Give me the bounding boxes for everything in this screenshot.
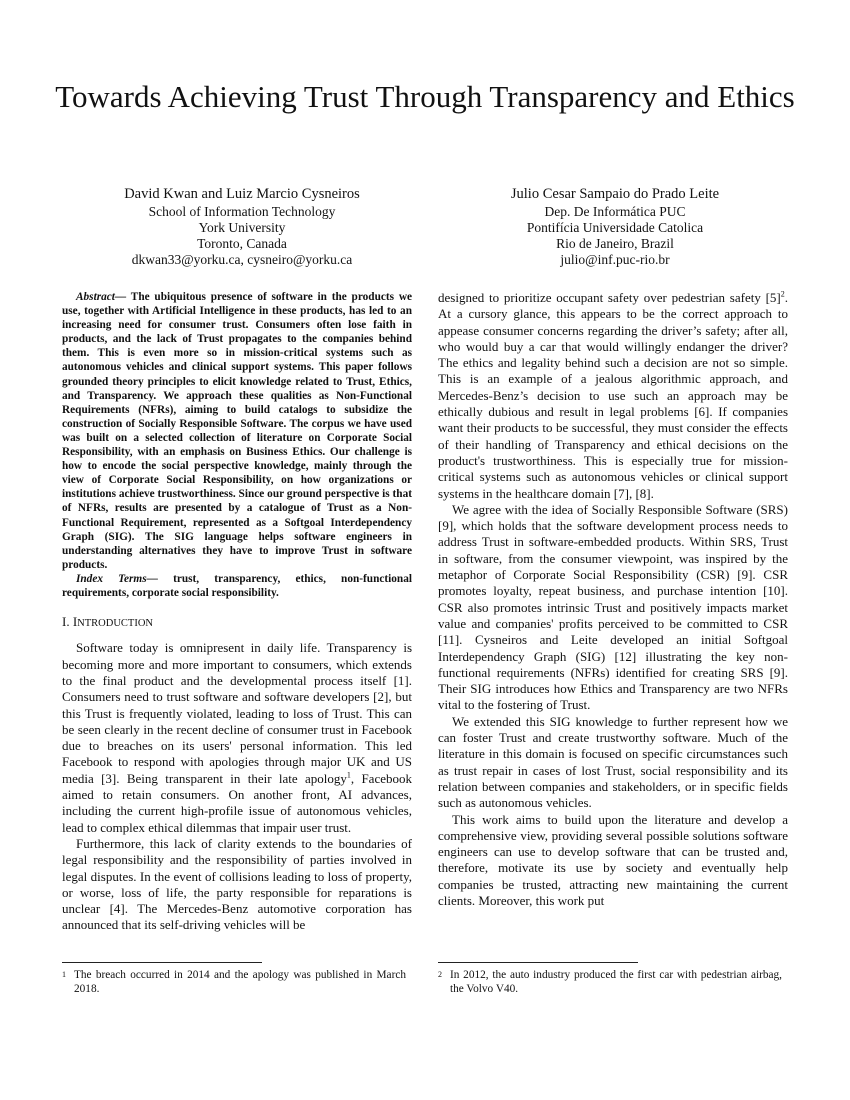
index-terms-label: Index Terms—	[76, 572, 158, 585]
author-block-right	[430, 186, 800, 268]
left-column	[62, 290, 412, 934]
section-heading-introduction	[62, 614, 412, 632]
abstract-label: Abstract—	[76, 291, 127, 303]
footnote-marker: 2	[780, 289, 785, 299]
section-numeral: I. I	[62, 614, 78, 630]
paragraph-text: Software today is omnipresent in daily life. Transparency is becoming more and more important to consumers, which extends to the final product and the developmental process itself [1]. Consumers need to trust software and software developers [2], but this Trust is frequently violated, leading to loss of Trust. This can be seen clearly in the recent decline of consumer trust in Facebook due to breaches on its users' personal information. This led Facebook to respond with apologies through major UK and US media [3]. Being transparent in their late apology	[62, 640, 412, 786]
right-column	[438, 290, 788, 909]
footnote-divider	[62, 962, 262, 963]
author-affiliation: School of Information Technology	[148, 204, 336, 219]
footnote-text: The breach occurred in 2014 and the apology was published in March 2018.	[74, 969, 406, 995]
abstract-text: The ubiquitous presence of software in the products we use, together with Artificial Intelligence in these products, has led to an increasing need for consumer trust. Consumers often lose faith in products, and the lack of Trust propagates to the companies behind them. This is even more so in mission-critical systems such as autonomous vehicles and clinical support systems. This paper follows grounded theory principles to elicit knowledge related to Trust, Ethics, and Transparency. We approach these qualities as Non-Functional Requirements (NFRs), aiming to build catalogs to subsidize the construction of Socially Responsible Software. The corpus we have used was built on a selected collection of literature on Corporate Social Responsibility, with an emphasis on Business Ethics. Our challenge is how to encode the social perspective knowledge, mainly through the view of Corporate Social Responsibility, on how organizations or institutions achieve trustworthiness. Since our ground perspective is that of NFRs, results are presented by a catalogue of Trust as a Non-Functional Requirement, represented as a Softgoal Interdependency Graph (SIG). The SIG language helps software engineers in understanding alternatives they have to improve Trust in software products.	[62, 291, 412, 571]
author-location: Rio de Janeiro, Brazil	[556, 236, 674, 251]
paragraph	[62, 640, 412, 836]
footnote-text: In 2012, the auto industry produced the first car with pedestrian airbag, the Volvo V40.	[450, 969, 782, 995]
author-location: Toronto, Canada	[197, 236, 287, 251]
paragraph: Furthermore, this lack of clarity extends to the boundaries of legal responsibility and the responsibility of parties involved in legal disputes. In the event of collisions leading to loss of property, or worse, loss of life, the party responsible for reparations is unclear [4]. The Mercedes-Benz automotive corporation has announced that its self-driving vehicles will be	[62, 835, 412, 933]
abstract	[62, 290, 412, 572]
paragraph: We agree with the idea of Socially Responsible Software (SRS) [9], which holds that the software development process needs to address Trust in software-embedded products. Within SRS, Trust in software, from the consumer viewpoint, was inspired by the metaphor of Corporate Social Responsibility (CSR) [9]. CSR promotes loyalty, repeat business, and purchase intention [10]. CSR also promotes intrinsic Trust and positively impacts market value and companies' profits perceived to be committed to CSR [11]. Cysneiros and Leite developed an initial Softgoal Interdependency Graph (SIG) [12] illustrating the key non-functional requirements (NFRs) identified for creating SRS [9]. Their SIG introduces how Ethics and Transparency are two NFRs vital to the fostering of Trust.	[438, 501, 788, 713]
index-terms-text: trust, transparency, ethics, non-functional requirements, corporate social responsibility.	[62, 572, 412, 599]
author-block-left	[62, 186, 422, 268]
paragraph: This work aims to build upon the literature and develop a comprehensive view, providing several possible solutions software engineers can use to develop software that can be trusted and, therefore, motivate its use by society and eventually help companies be trusted, attracting new maintaining the current clients. Moreover, this work put	[438, 811, 788, 908]
footnote-divider	[438, 962, 638, 963]
paragraph	[438, 290, 788, 502]
footnote-number: 1	[62, 970, 66, 979]
footnote-1	[62, 968, 412, 996]
footnote-2	[438, 968, 788, 996]
paragraph-text: . At a cursory glance, this appears to be the correct approach to appease consumer concerns regarding the driver’s safety; after all, who would buy a car that would willingly endanger the driver? The ethics and legality behind such a decision are not so simple. This is an example of a jealous algorithmic approach, and Mercedes-Benz’s decision to use such an approach may be ethically dubious and result in legal problems [6]. If companies want their products to be successful, they must consider the effects of their handling of Transparency and ethical decisions on the product's trustworthiness. This is especially true for mission-critical systems such as autonomous vehicles or clinical support systems in the healthcare domain [7], [8].	[438, 290, 788, 501]
author-institution: York University	[198, 220, 286, 235]
author-institution: Pontifícia Universidade Catolica	[526, 220, 704, 235]
section-heading-rest: NTRODUCTION	[77, 618, 153, 630]
author-names: David Kwan and Luiz Marcio Cysneiros	[124, 186, 360, 202]
paper-title: Towards Achieving Trust Through Transparency and Ethics	[55, 79, 795, 114]
footnote-marker: 1	[346, 770, 351, 780]
author-names: Julio Cesar Sampaio do Prado Leite	[510, 186, 720, 202]
author-email: julio@inf.puc-rio.br	[560, 252, 670, 267]
footnote-number: 2	[438, 970, 442, 979]
index-terms	[62, 572, 412, 600]
paragraph-text: designed to prioritize occupant safety over pedestrian safety [5]	[438, 290, 781, 305]
author-affiliation: Dep. De Informática PUC	[544, 204, 686, 219]
author-email: dkwan33@yorku.ca, cysneiro@yorku.ca	[131, 252, 353, 267]
paragraph-text: , Facebook aimed to retain consumers. On another front, AI advances, including the current high-profile issue of autonomous vehicles, lead to complex ethical dilemmas that impair user trust.	[62, 770, 412, 835]
paragraph: We extended this SIG knowledge to further represent how we can foster Trust and create trustworthy software. Much of the literature in this domain is focused on specific circumstances such as trust repair in cases of lost Trust, social responsibility and its relation between companies and stakeholders, or in specific fields such as autonomous vehicles.	[438, 713, 788, 811]
